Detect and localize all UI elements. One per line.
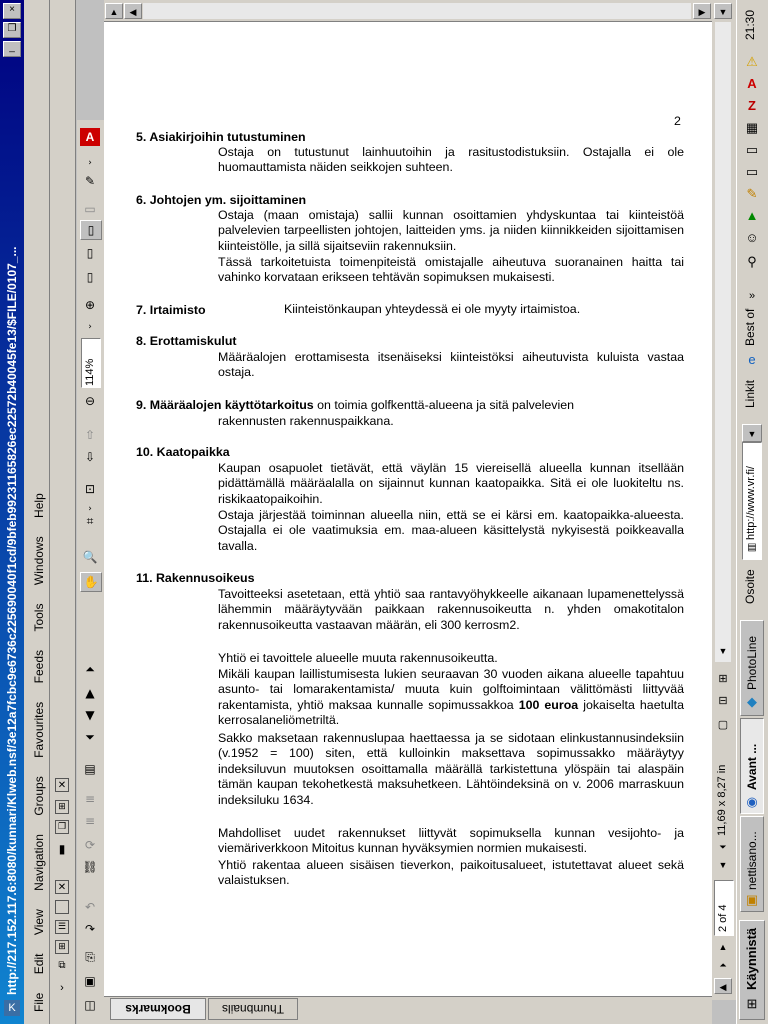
split-view-icon[interactable]: ⊞: [718, 673, 728, 685]
adobe-icon: A: [80, 128, 100, 146]
tile-horizontal-icon[interactable]: ☰: [55, 920, 69, 934]
new-window-icon[interactable]: ❐: [55, 820, 69, 834]
scroll-up-end-button[interactable]: ◀: [714, 978, 732, 994]
print-icon[interactable]: ▤: [84, 762, 96, 776]
ie-icon: e: [748, 352, 756, 367]
network-icon[interactable]: ▦: [745, 120, 759, 135]
address-dropdown-button[interactable]: ▼: [742, 424, 762, 442]
address-label: Osoite: [743, 569, 757, 604]
zoom-menu-icon[interactable]: ›: [88, 322, 92, 332]
volume-icon[interactable]: ▭: [745, 142, 759, 157]
copy-icon[interactable]: ⎘: [85, 950, 95, 964]
menu-help[interactable]: Help: [32, 493, 46, 518]
find-next-icon[interactable]: ≡: [84, 814, 96, 828]
find-icon[interactable]: ≡: [84, 792, 96, 806]
facing-page-icon[interactable]: ▯: [86, 270, 94, 284]
continuous-page-icon[interactable]: ▯: [86, 246, 94, 260]
task-avant-label: Avant ...: [745, 743, 759, 790]
section-11-fee: 100 euroa: [518, 697, 579, 712]
section-10-heading: 10. Kaatopaikka: [136, 445, 230, 459]
section-11-text4: Sakko maksetaan rakennuslupaa haettaessa ja se sidotaan elinkustannusindeksiin (v.1952 = 100) siten, että kulloinkin maksettava sopimussakko määräytyy indeksiluvun muutoksen osoittamalla määrällä tarkistettuna ylöspäin tai alaspäin tämän kaupan tekohetkestä maksuhetkeen. Lähtöindeksinä on v. 2006 marraskuun indeksiluku 1634.: [218, 731, 684, 807]
section-11-text2: Yhtiö ei tavoittele alueelle muuta rakennusoikeutta.: [218, 651, 498, 665]
tab-bookmarks[interactable]: [110, 998, 206, 1020]
close-tab-icon[interactable]: ✕: [55, 778, 69, 792]
menu-file[interactable]: File: [32, 992, 46, 1012]
section-5-text: Ostaja on tutustunut lainhuutoihin ja rasitustodistuksiin. Ostajalla ei ole huomauttamista näiden seikkojen suhteen.: [218, 145, 684, 175]
nettisano-icon: ▣: [745, 892, 759, 907]
hand-tool-icon[interactable]: ✋: [80, 572, 102, 592]
scroll-right-button[interactable]: ▶: [693, 3, 711, 19]
zoom-out-icon[interactable]: ⊖: [84, 394, 96, 408]
cascade-icon[interactable]: ⧉: [58, 960, 66, 971]
start-label: Käynnistä: [744, 927, 759, 990]
windows-logo-icon: ⊞: [746, 996, 758, 1011]
photoline-icon: ◆: [747, 694, 757, 709]
section-8-heading: 8. Erottamiskulut: [136, 334, 237, 348]
display-icon[interactable]: ▭: [745, 164, 759, 179]
scroll-up-button[interactable]: ▲: [105, 3, 123, 19]
page-size-label: 11,69 x 8,27 in: [716, 764, 728, 836]
undo-icon[interactable]: ↶: [84, 900, 96, 914]
hand-tool-dim-icon[interactable]: ▭: [84, 202, 96, 216]
fit-icon[interactable]: ▢: [717, 719, 729, 731]
menu-bar-items: [30, 479, 48, 1012]
next-view-icon[interactable]: ⇩: [84, 450, 96, 464]
zoom-in-icon[interactable]: ⊕: [84, 298, 96, 312]
section-6-heading: 6. Johtojen ym. sijoittaminen: [136, 193, 307, 207]
single-page-icon[interactable]: ▯: [80, 220, 102, 240]
previous-page-small-icon[interactable]: ▲: [718, 942, 728, 952]
window-icon[interactable]: ▮: [58, 842, 66, 856]
window-restore-button[interactable]: ❐: [3, 22, 21, 38]
tab-list-icon[interactable]: ⊞: [55, 800, 69, 814]
scroll-track[interactable]: [143, 3, 691, 19]
crop-icon[interactable]: ›: [88, 504, 92, 514]
rotate-icon[interactable]: ⟳: [84, 838, 96, 852]
zonealarm-icon[interactable]: Z: [748, 98, 756, 113]
previous-page-icon[interactable]: ▲: [85, 686, 95, 700]
last-page-small-icon[interactable]: ⏷: [719, 842, 727, 852]
menu-navigation[interactable]: Navigation: [32, 834, 46, 891]
menu-view[interactable]: View: [32, 909, 46, 936]
split-horizontal-icon[interactable]: ⊟: [718, 695, 728, 707]
zoom-tool-icon[interactable]: 🔍: [82, 550, 98, 564]
previous-view-icon[interactable]: ⇧: [84, 428, 96, 442]
page-indicator: 2 of 4: [717, 904, 729, 932]
menu-favourites[interactable]: Favourites: [32, 701, 46, 758]
section-11-text: Tavoitteeksi asetetaan, että yhtiö saa rantavyöhykkeelle aikanaan lupamenettelyssä lähemmin määräytyvään paikkaan rakennusoikeutta n. yhden omakotitalon rakennusoikeutta vastaavan määrän, eli 300 kerrosm2.: [218, 587, 684, 632]
link-icon[interactable]: ⛓: [82, 860, 98, 874]
menu-groups[interactable]: Groups: [32, 776, 46, 816]
task-nettisano-label: nettisano...: [745, 831, 759, 890]
section-11-text3c: jokaiselta haetulta kerrosalaneliömetriltä.: [218, 697, 685, 728]
section-6-text2: Tässä tarkoitetuista toimenpiteistä omistajalle aiheutuva suoranainen haitta tai vahinko korvataan erikseen tehtävän sopimuksen mukaisesti.: [218, 255, 684, 285]
next-page-small-icon[interactable]: ▼: [718, 860, 728, 870]
section-6-text: Ostaja (maan omistaja) sallii kunnan osoittamien yhdyskuntaa tai kiinteistöä palvelevien tarpeellisten johtojen, laitteiden yms. ja niiden kiinnikkeiden sijoittamisen kiinteistölle, ja sillä sijaitseviin rakennuksiin.: [218, 208, 684, 253]
menu-windows[interactable]: Windows: [32, 536, 46, 586]
close-icon[interactable]: ✕: [55, 880, 69, 894]
section-9-line: [136, 398, 574, 413]
browser-toolbar: [50, 0, 76, 1024]
save-icon[interactable]: ▣: [84, 974, 96, 988]
section-9-inline: on toimia golfkenttä-alueena ja sitä palvelevien: [313, 398, 575, 412]
page-number: 2: [674, 114, 681, 128]
edit-icon[interactable]: ✎: [84, 174, 96, 188]
scroll-thumb-track[interactable]: [715, 22, 731, 662]
antivirus-icon[interactable]: A: [747, 76, 757, 91]
tab-thumbnails[interactable]: [208, 998, 298, 1020]
tile-grid-icon[interactable]: ⊞: [55, 940, 69, 954]
section-11-text6: Yhtiö rakentaa alueen sisäisen tieverkon, paikoitusalueet, istutettavat alueet sekä valaistuksen.: [218, 858, 684, 888]
expand-toolbar-icon[interactable]: ›: [88, 158, 92, 168]
tool-icon[interactable]: ✎: [746, 186, 758, 201]
section-9-heading: 9. Määräalojen käyttötarkoitus: [136, 398, 314, 412]
menu-feeds[interactable]: Feeds: [32, 650, 46, 684]
next-page-icon[interactable]: ▼: [85, 708, 95, 722]
links-label: Linkit: [743, 379, 757, 408]
section-10-text: Kaupan osapuolet tietävät, että väylän 15 viereisellä alueella kunnan itsellään pidättämällä määräalalla on sijainnut kunnan kaatopaikka. Sitä ei ole luokiteltu ns. riskikaatopaikoihin.: [218, 461, 684, 506]
tab-bookmarks-label: Bookmarks: [125, 1002, 191, 1016]
section-7-heading: 7. Irtaimisto: [136, 303, 206, 317]
menu-edit[interactable]: Edit: [32, 953, 46, 975]
menu-tools[interactable]: Tools: [32, 603, 46, 632]
address-page-icon: ▤: [747, 542, 757, 553]
window-title: http://217.152.117.6:8080/kunnari/Klweb.nsf/3e12a7fcbc9e6736c225690040f1cd/9bfeb99231165826ec22572b40045fe13/$FILE/0107_...: [5, 246, 19, 995]
links-best-of[interactable]: Best of: [743, 308, 757, 346]
section-8-text: Määräalojen erottamisesta itsenäiseksi kiinteistöksi aiheutuvista kuluista vastaa ostaja.: [218, 350, 684, 380]
section-11-text3a: Mikäli kaupan laillistumisesta lukien seuraavan 30 vuoden aikana alueelle tapahtuu asunto- tai lomarakentamista/ muuta kuin golftoimintaan välittömästi liittyvää rakentamista, yhtiö maksaa kunnalle sopimussakkoa: [218, 667, 684, 712]
usb-icon[interactable]: ⚲: [747, 254, 757, 269]
window-close-button[interactable]: _: [3, 41, 21, 57]
scroll-end-icon[interactable]: ▼: [718, 646, 728, 656]
avant-icon: ◉: [746, 794, 758, 809]
section-11-text5: Mahdolliset uudet rakennukset liittyvät sopimuksella kunnan vesijohto- ja viemäriverkkoon Mitoitus kunnan hyväksymien normien mukaisesti.: [218, 826, 684, 856]
zoom-value: 114%: [84, 358, 96, 386]
tile-icon[interactable]: [55, 900, 69, 914]
warning-icon[interactable]: ⚠: [746, 54, 758, 69]
clock: 21:30: [743, 9, 757, 40]
section-11-heading: 11. Rakennusoikeus: [136, 571, 255, 585]
scroll-left-button[interactable]: ◀: [124, 3, 142, 19]
task-photoline-label: PhotoLine: [745, 635, 759, 690]
section-5-heading: 5. Asiakirjoihin tutustuminen: [136, 130, 306, 144]
select-text-icon[interactable]: ⊡: [84, 482, 96, 496]
section-11-text3: [218, 667, 684, 729]
open-icon[interactable]: ◫: [84, 998, 96, 1012]
redo-icon[interactable]: ↷: [84, 922, 96, 936]
scroll-down-button[interactable]: ▼: [714, 3, 732, 19]
paint-icon[interactable]: ▲: [745, 208, 759, 223]
collapse-icon[interactable]: ›: [60, 982, 64, 994]
section-10-text2: Ostaja järjestää toiminnan alueella niin, että se ei kärsi em. kaatopaikka-alueesta. Ostajalla ei ole vaatimuksia em. maa-alueen käsittelystä nykyisestä poikkeavalla tavalla.: [218, 508, 684, 553]
address-value: http://www.vr.fi/: [745, 466, 757, 540]
window-minimize-button[interactable]: ×: [3, 3, 21, 19]
messenger-icon[interactable]: ☺: [745, 230, 759, 245]
app-icon: K: [4, 1000, 20, 1016]
first-page-small-icon[interactable]: ⏶: [719, 960, 727, 970]
first-page-icon[interactable]: ⏶: [85, 662, 95, 676]
tray-expand-icon[interactable]: »: [748, 290, 756, 302]
section-9-text: rakennusten rakennuspaikkana.: [218, 414, 394, 428]
column-select-icon[interactable]: ⌗: [86, 514, 94, 528]
last-page-icon[interactable]: ⏷: [85, 730, 95, 744]
tab-thumbnails-label: Thumbnails: [221, 1002, 285, 1016]
section-7-text: Kiinteistönkaupan yhteydessä ei ole myyty irtaimistoa.: [284, 302, 581, 316]
